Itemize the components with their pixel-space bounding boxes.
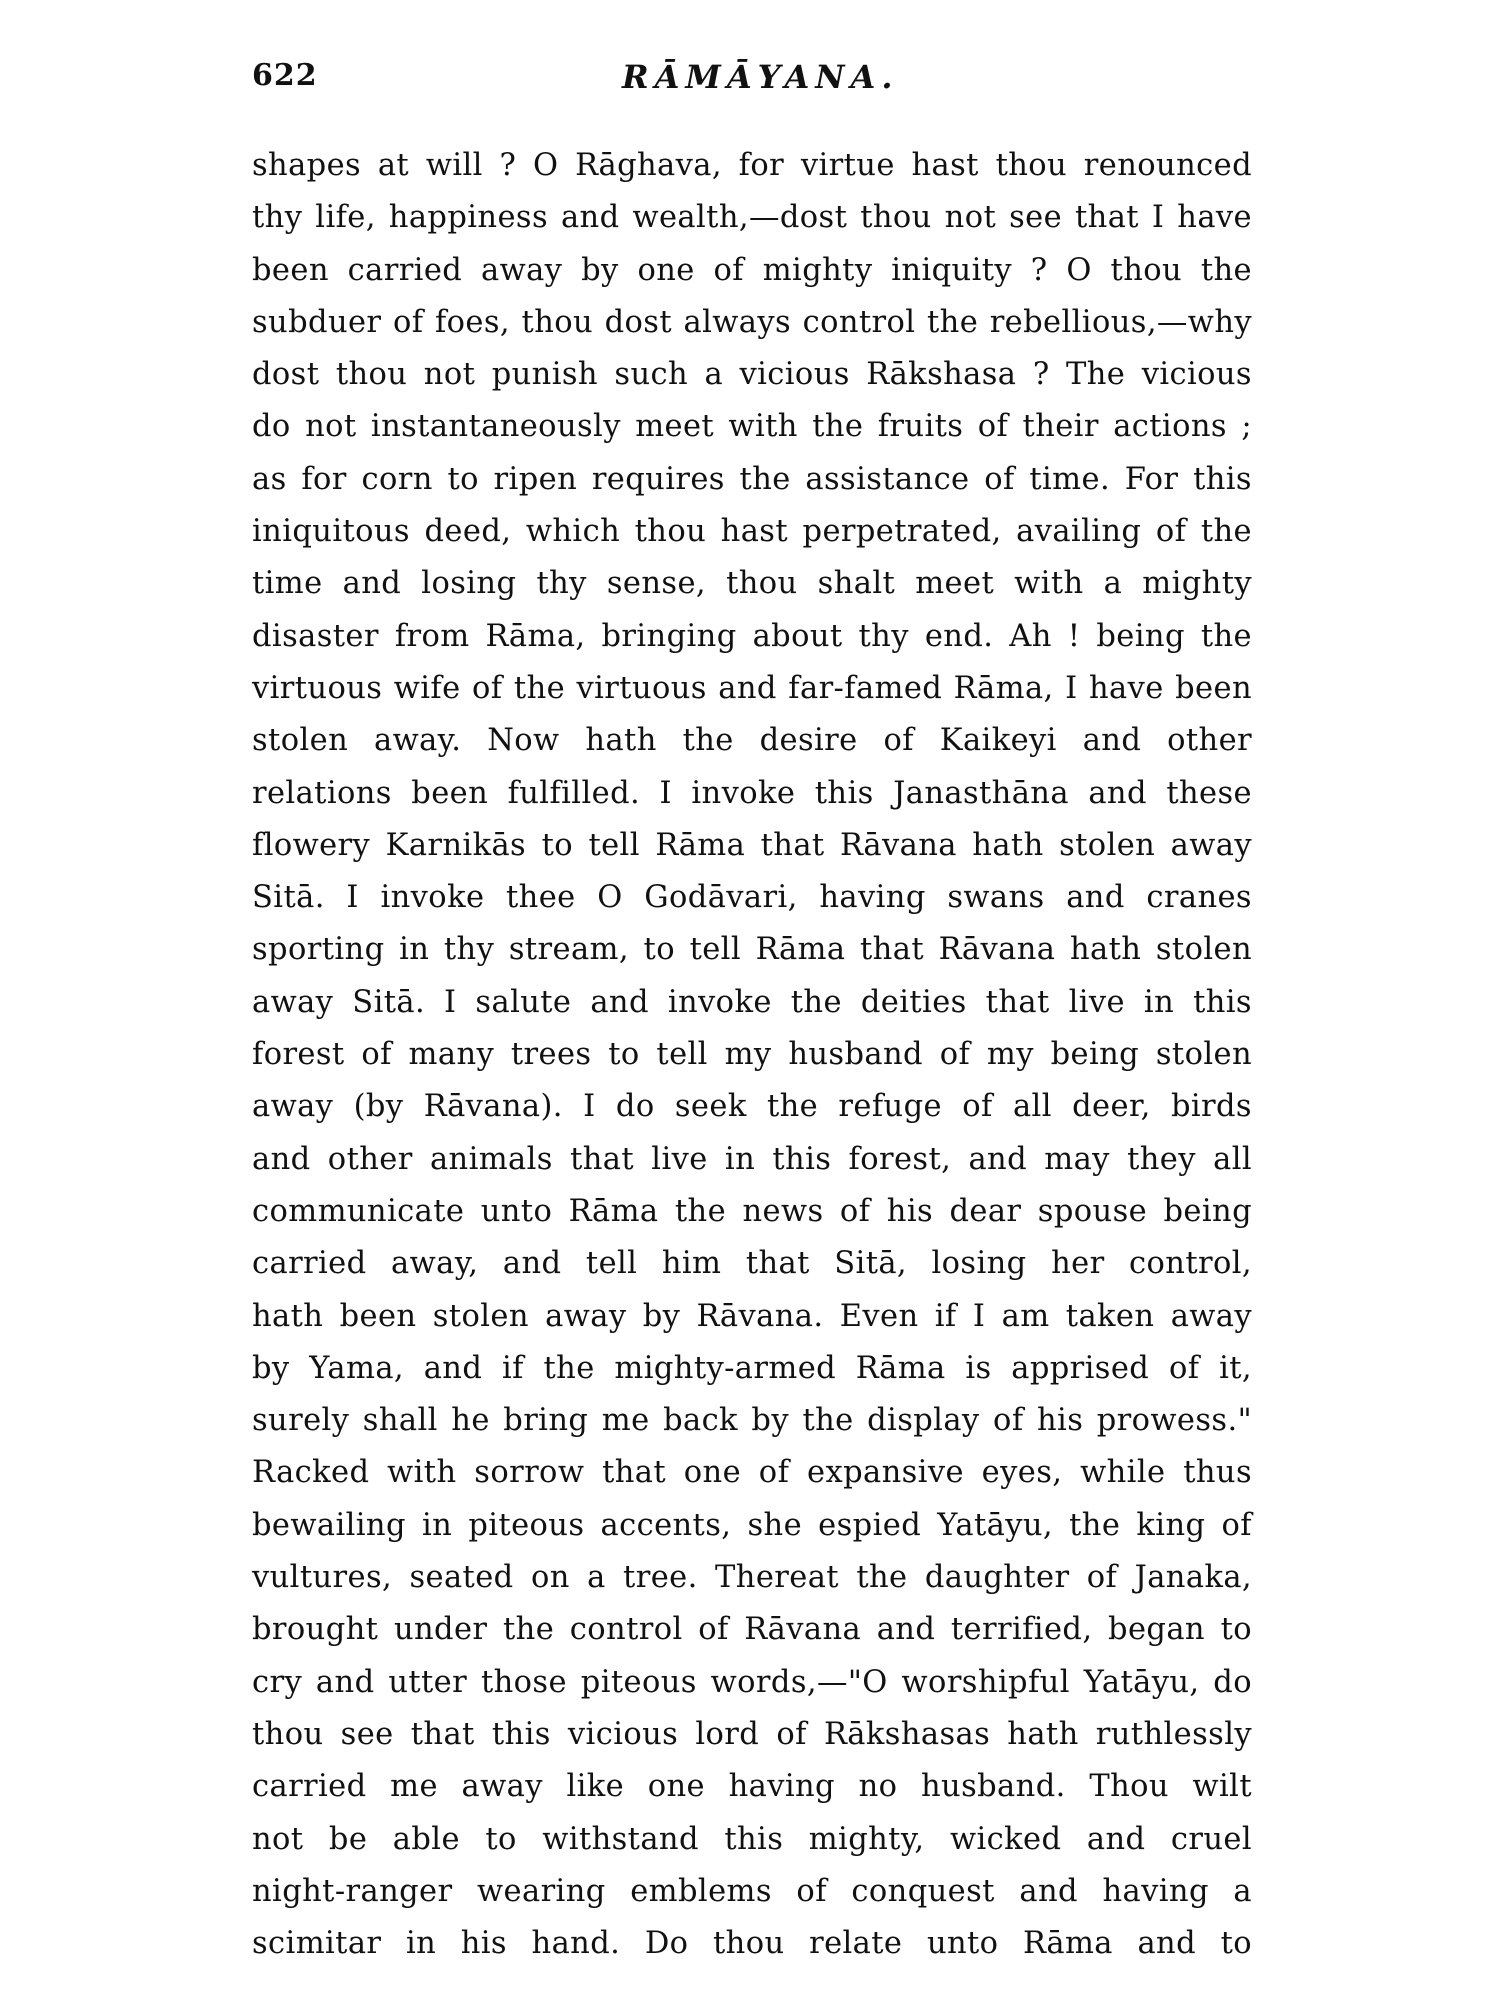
text-line: Sitā. I invoke thee O Godāvari, having swans and cranes: [252, 880, 1252, 916]
text-line: bewailing in piteous accents, she espied Yatāyu, the king of: [252, 1507, 1252, 1543]
text-line: away Sitā. I salute and invoke the deities that live in this: [252, 984, 1252, 1020]
text-line: dost thou not punish such a vicious Rākshasa ? The vicious: [252, 357, 1252, 393]
body-text: [252, 140, 1252, 1970]
text-line: by Yama, and if the mighty-armed Rāma is apprised of it,: [252, 1350, 1252, 1386]
text-line: stolen away. Now hath the desire of Kaikeyi and other: [252, 723, 1252, 759]
running-title: RĀMĀYANA.: [622, 58, 899, 96]
text-line: forest of many trees to tell my husband of my being stolen: [252, 1037, 1252, 1073]
text-line: night-ranger wearing emblems of conquest and having a: [252, 1873, 1252, 1909]
text-line: not be able to withstand this mighty, wicked and cruel: [252, 1821, 1252, 1857]
text-line: brought under the control of Rāvana and terrified, began to: [252, 1612, 1252, 1648]
text-line: hath been stolen away by Rāvana. Even if I am taken away: [252, 1298, 1252, 1334]
text-line: flowery Karnikās to tell Rāma that Rāvana hath stolen away: [252, 827, 1252, 863]
text-line: time and losing thy sense, thou shalt meet with a mighty: [252, 566, 1252, 602]
text-line: scimitar in his hand. Do thou relate unto Rāma and to: [252, 1926, 1252, 1962]
text-line: surely shall he bring me back by the display of his prowess.": [252, 1403, 1252, 1439]
text-line: iniquitous deed, which thou hast perpetrated, availing of the: [252, 514, 1252, 550]
text-line: carried me away like one having no husband. Thou wilt: [252, 1769, 1252, 1805]
text-line: subduer of foes, thou dost always control the rebellious,—why: [252, 304, 1252, 340]
text-line: vultures, seated on a tree. Thereat the daughter of Janaka,: [252, 1560, 1252, 1596]
text-line: thy life, happiness and wealth,—dost thou not see that I have: [252, 200, 1252, 236]
page-header: [252, 58, 1252, 108]
text-line: disaster from Rāma, bringing about thy end. Ah ! being the: [252, 618, 1252, 654]
text-line: virtuous wife of the virtuous and far-famed Rāma, I have been: [252, 670, 1252, 706]
text-line: do not instantaneously meet with the fruits of their actions ;: [252, 409, 1252, 445]
text-line: and other animals that live in this forest, and may they all: [252, 1141, 1252, 1177]
text-line: relations been fulfilled. I invoke this Janasthāna and these: [252, 775, 1252, 811]
text-line: away (by Rāvana). I do seek the refuge of all deer, birds: [252, 1089, 1252, 1125]
text-line: cry and utter those piteous words,—"O worshipful Yatāyu, do: [252, 1664, 1252, 1700]
page-number: 622: [252, 58, 318, 93]
text-line: shapes at will ? O Rāghava, for virtue hast thou renounced: [252, 148, 1252, 183]
text-line: Racked with sorrow that one of expansive eyes, while thus: [252, 1455, 1252, 1491]
text-line: been carried away by one of mighty iniquity ? O thou the: [252, 252, 1252, 288]
text-line: sporting in thy stream, to tell Rāma that Rāvana hath stolen: [252, 932, 1252, 968]
text-line: thou see that this vicious lord of Rākshasas hath ruthlessly: [252, 1716, 1252, 1752]
text-line: communicate unto Rāma the news of his dear spouse being: [252, 1193, 1252, 1229]
text-line: carried away, and tell him that Sitā, losing her control,: [252, 1246, 1252, 1282]
text-line: as for corn to ripen requires the assistance of time. For this: [252, 461, 1252, 497]
